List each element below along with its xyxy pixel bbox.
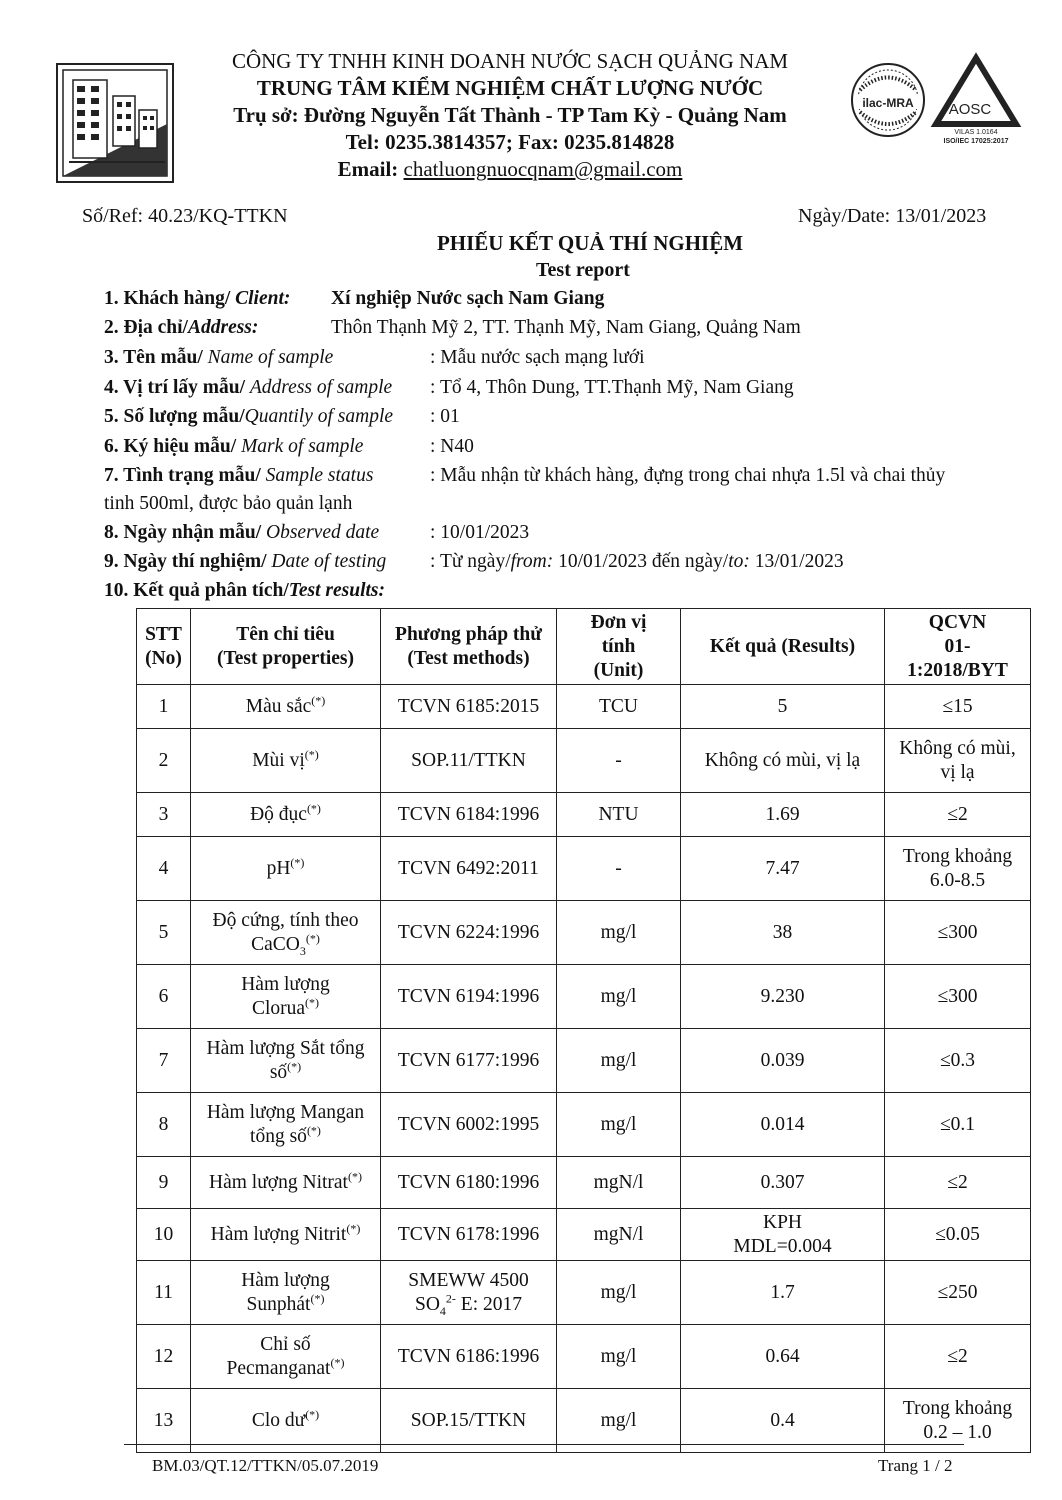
testing-to-date: 13/01/2023 <box>749 551 844 572</box>
company-name: CÔNG TY TNHH KINH DOANH NƯỚC SẠCH QUẢNG NAM <box>231 49 789 73</box>
testing-date-label: 9. Ngày thí nghiệm/ <box>104 551 267 572</box>
cell-test-property: Chỉ số Pecmanganat(*) <box>191 1325 381 1389</box>
cell-result: 38 <box>681 901 885 965</box>
cell-test-method: TCVN 6002:1995 <box>381 1093 557 1157</box>
client-label: 1. Khách hàng/ <box>104 288 231 309</box>
cell-standard: ≤0.05 <box>885 1209 1031 1261</box>
ilac-mra-logo <box>848 60 928 140</box>
email-link[interactable]: chatluongnuocqnam@gmail.com <box>403 157 683 181</box>
cell-no: 8 <box>137 1093 191 1157</box>
footer-divider <box>124 1444 964 1445</box>
sample-status-label: 7. Tình trạng mẫu/ <box>104 465 261 486</box>
address-row <box>104 317 258 339</box>
cell-test-method: TCVN 6185:2015 <box>381 685 557 729</box>
cell-test-property: pH(*) <box>191 837 381 901</box>
testing-to-prefix: 10/01/2023 đến ngày/ <box>553 551 729 572</box>
table-row <box>137 901 1031 965</box>
sample-name-row <box>104 347 333 369</box>
cell-unit: mgN/l <box>557 1209 681 1261</box>
cell-test-method: SOP.11/TTKN <box>381 729 557 793</box>
cell-unit: - <box>557 837 681 901</box>
table-row <box>137 1389 1031 1453</box>
cell-standard: ≤0.3 <box>885 1029 1031 1093</box>
cell-no: 5 <box>137 901 191 965</box>
sample-name-label-en: Name of sample <box>207 347 334 368</box>
client-label-en: Client: <box>235 288 291 309</box>
page-number: Trang 1 / 2 <box>878 1456 953 1475</box>
address-label: 2. Địa chỉ/ <box>104 317 188 338</box>
cell-no: 11 <box>137 1261 191 1325</box>
company-logo <box>55 62 175 184</box>
cell-standard: ≤2 <box>885 1325 1031 1389</box>
cell-test-property: Mùi vị(*) <box>191 729 381 793</box>
phone-fax: Tel: 0235.3814357; Fax: 0235.814828 <box>345 130 675 154</box>
cell-unit: mg/l <box>557 1029 681 1093</box>
results-table <box>136 608 1031 1453</box>
client-value: Xí nghiệp Nước sạch Nam Giang <box>331 288 605 309</box>
ilac-text: ilac-MRA <box>862 96 914 110</box>
cell-no: 1 <box>137 685 191 729</box>
table-row <box>137 729 1031 793</box>
cell-standard: ≤250 <box>885 1261 1031 1325</box>
cell-test-property: Hàm lượng Sắt tổng số(*) <box>191 1029 381 1093</box>
address-value: Thôn Thạnh Mỹ 2, TT. Thạnh Mỹ, Nam Giang, Quảng Nam <box>331 317 801 338</box>
sample-quantity-row <box>104 406 393 428</box>
testing-from-prefix: : Từ ngày/ <box>430 551 511 572</box>
cell-no: 7 <box>137 1029 191 1093</box>
sample-mark-value: : N40 <box>430 436 474 457</box>
cell-standard: ≤2 <box>885 1157 1031 1209</box>
cell-standard: ≤0.1 <box>885 1093 1031 1157</box>
aosc-text: AOSC <box>948 101 992 118</box>
received-date-label-en: Observed date <box>266 522 380 543</box>
cell-no: 4 <box>137 837 191 901</box>
cell-test-method: SOP.15/TTKN <box>381 1389 557 1453</box>
col-standard: QCVN 01- 1:2018/BYT <box>885 609 1031 685</box>
sample-name-label: 3. Tên mẫu/ <box>104 347 203 368</box>
cell-test-method: TCVN 6177:1996 <box>381 1029 557 1093</box>
cell-result: 7.47 <box>681 837 885 901</box>
table-row <box>137 965 1031 1029</box>
sample-location-label: 4. Vị trí lấy mẫu/ <box>104 377 246 398</box>
table-row <box>137 1209 1031 1261</box>
cell-result: 1.69 <box>681 793 885 837</box>
col-unit: Đơn vị tính (Unit) <box>557 609 681 685</box>
sample-status-row <box>104 465 373 487</box>
cell-test-property: Độ đục(*) <box>191 793 381 837</box>
reference-number: Số/Ref: 40.23/KQ-TTKN <box>82 205 288 227</box>
results-label-en: Test results: <box>288 580 386 601</box>
cell-test-property: Hàm lượng Mangan tổng số(*) <box>191 1093 381 1157</box>
sample-status-label-en: Sample status <box>265 465 374 486</box>
email-line <box>185 156 835 183</box>
sample-quantity-label-en: Quantily of sample <box>244 406 394 427</box>
table-row <box>137 793 1031 837</box>
cell-result: 0.64 <box>681 1325 885 1389</box>
center-name: TRUNG TÂM KIỂM NGHIỆM CHẤT LƯỢNG NƯỚC <box>256 76 764 100</box>
report-date: Ngày/Date: 13/01/2023 <box>798 205 987 227</box>
testing-date-row <box>104 551 386 573</box>
cell-no: 6 <box>137 965 191 1029</box>
cell-test-property: Hàm lượng Sunphát(*) <box>191 1261 381 1325</box>
cell-test-method: TCVN 6186:1996 <box>381 1325 557 1389</box>
cell-result: 0.4 <box>681 1389 885 1453</box>
table-row <box>137 1157 1031 1209</box>
testing-date-label-en: Date of testing <box>271 551 387 572</box>
cell-result: KPH MDL=0.004 <box>681 1209 885 1261</box>
testing-to-label: to: <box>728 551 750 572</box>
cell-unit: NTU <box>557 793 681 837</box>
aosc-logo <box>930 52 1022 146</box>
cell-no: 9 <box>137 1157 191 1209</box>
cell-standard: ≤300 <box>885 901 1031 965</box>
cell-test-property: Hàm lượng Nitrat(*) <box>191 1157 381 1209</box>
letterhead <box>185 48 835 183</box>
cell-test-method: TCVN 6224:1996 <box>381 901 557 965</box>
cell-result: 5 <box>681 685 885 729</box>
cell-standard: ≤2 <box>885 793 1031 837</box>
email-label: Email: <box>337 157 399 181</box>
sample-mark-row <box>104 436 363 458</box>
sample-quantity-value: : 01 <box>430 406 460 427</box>
cell-test-method: TCVN 6180:1996 <box>381 1157 557 1209</box>
table-row <box>137 1093 1031 1157</box>
cell-no: 13 <box>137 1389 191 1453</box>
cell-no: 2 <box>137 729 191 793</box>
cell-unit: mg/l <box>557 1093 681 1157</box>
aosc-sub2: ISO/IEC 17025:2017 <box>943 138 1009 145</box>
testing-date-value <box>430 551 844 573</box>
table-row <box>137 837 1031 901</box>
cell-unit: - <box>557 729 681 793</box>
cell-result: 9.230 <box>681 965 885 1029</box>
sample-status-value: : Mẫu nhận từ khách hàng, đựng trong chai nhựa 1.5l và chai thủy <box>430 465 946 486</box>
col-results: Kết quả (Results) <box>681 609 885 685</box>
cell-standard: Trong khoảng 0.2 – 1.0 <box>885 1389 1031 1453</box>
cell-no: 10 <box>137 1209 191 1261</box>
cell-test-method: TCVN 6492:2011 <box>381 837 557 901</box>
cell-unit: mg/l <box>557 965 681 1029</box>
cell-unit: mg/l <box>557 1389 681 1453</box>
cell-standard: Trong khoảng 6.0-8.5 <box>885 837 1031 901</box>
cell-result: Không có mùi, vị lạ <box>681 729 885 793</box>
cell-test-property: Clo dư(*) <box>191 1389 381 1453</box>
table-row <box>137 1029 1031 1093</box>
client-row <box>104 288 290 310</box>
cell-result: 0.039 <box>681 1029 885 1093</box>
cell-standard: Không có mùi, vị lạ <box>885 729 1031 793</box>
table-row <box>137 1325 1031 1389</box>
cell-test-property: Hàm lượng Nitrit(*) <box>191 1209 381 1261</box>
sample-quantity-label: 5. Số lượng mẫu/ <box>104 406 245 427</box>
head-office-address: Trụ sở: Đường Nguyễn Tất Thành - TP Tam Kỳ - Quảng Nam <box>233 103 787 127</box>
results-heading <box>104 580 385 602</box>
cell-result: 0.307 <box>681 1157 885 1209</box>
cell-test-property: Độ cứng, tính theo CaCO$_3$(*) <box>191 901 381 965</box>
results-label: 10. Kết quả phân tích/ <box>104 580 289 601</box>
cell-no: 12 <box>137 1325 191 1389</box>
sample-location-row <box>104 377 392 399</box>
col-test-properties: Tên chỉ tiêu (Test properties) <box>191 609 381 685</box>
cell-unit: mgN/l <box>557 1157 681 1209</box>
aosc-sub1: VILAS 1.0164 <box>954 129 998 136</box>
address-label-en: Address: <box>187 317 259 338</box>
sample-mark-label: 6. Ký hiệu mẫu/ <box>104 436 237 457</box>
report-subtitle: Test report <box>536 259 630 281</box>
sample-name-value: : Mẫu nước sạch mạng lưới <box>430 347 645 368</box>
received-date-value: : 10/01/2023 <box>430 522 530 543</box>
sample-location-value: : Tổ 4, Thôn Dung, TT.Thạnh Mỹ, Nam Giang <box>430 377 794 398</box>
report-title: PHIẾU KẾT QUẢ THÍ NGHIỆM <box>436 231 744 255</box>
sample-location-label-en: Address of sample <box>249 377 393 398</box>
cell-standard: ≤15 <box>885 685 1031 729</box>
form-code: BM.03/QT.12/TTKN/05.07.2019 <box>152 1456 379 1475</box>
table-row <box>137 1261 1031 1325</box>
sample-mark-label-en: Mark of sample <box>241 436 364 457</box>
col-stt: STT (No) <box>137 609 191 685</box>
cell-standard: ≤300 <box>885 965 1031 1029</box>
cell-test-property: Màu sắc(*) <box>191 685 381 729</box>
cell-test-property: Hàm lượng Clorua(*) <box>191 965 381 1029</box>
cell-unit: mg/l <box>557 1261 681 1325</box>
cell-test-method: TCVN 6194:1996 <box>381 965 557 1029</box>
table-row <box>137 685 1031 729</box>
col-test-methods: Phương pháp thử (Test methods) <box>381 609 557 685</box>
cell-unit: mg/l <box>557 1325 681 1389</box>
cell-result: 0.014 <box>681 1093 885 1157</box>
cell-test-method: SMEWW 4500 $SO_4^{2-}$ E: 2017 <box>381 1261 557 1325</box>
received-date-row <box>104 522 379 544</box>
cell-test-method: TCVN 6184:1996 <box>381 793 557 837</box>
table-header-row <box>137 609 1031 685</box>
cell-result: 1.7 <box>681 1261 885 1325</box>
received-date-label: 8. Ngày nhận mẫu/ <box>104 522 262 543</box>
cell-unit: TCU <box>557 685 681 729</box>
cell-test-method: TCVN 6178:1996 <box>381 1209 557 1261</box>
cell-unit: mg/l <box>557 901 681 965</box>
testing-from-label: from: <box>510 551 554 572</box>
cell-no: 3 <box>137 793 191 837</box>
sample-status-value-cont: tinh 500ml, được bảo quản lạnh <box>104 493 353 514</box>
